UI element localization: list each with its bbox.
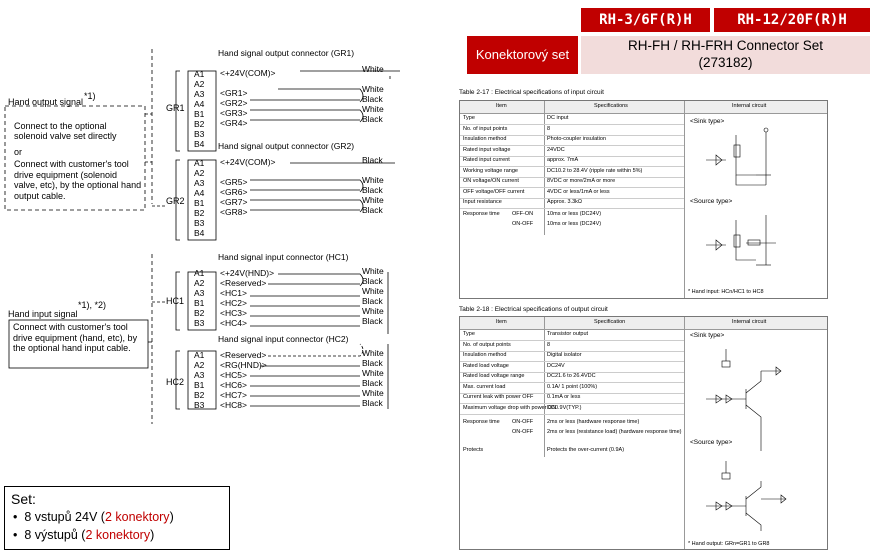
connect-optional-text: Connect to the optional solenoid valve set directly [14,121,117,141]
pin-label: A1 [194,268,205,278]
hc2-label: HC2 [166,377,185,387]
set-title: Set: [11,491,36,507]
row-label: Rated input current [463,157,510,163]
signal-label: <GR7> [220,197,248,207]
row-value: 8 [547,125,551,132]
wire-colors-gr1 [362,64,384,124]
row-value: 0.1A/ 1 point (100%) [547,383,598,390]
sink-type-label: <Sink type> [690,332,725,339]
source-type-label: <Source type> [690,439,733,446]
row-label: Type [463,331,475,337]
row-sublabel: ON-OFF [512,429,534,435]
row-label: Rated input voltage [463,146,511,153]
pin-label: A4 [194,188,205,198]
row-value: Transistor output [547,331,589,337]
col-header: Internal circuit [732,319,767,325]
row-label: No. of output points [463,341,511,348]
source-type-label: <Source type> [690,198,733,205]
row-label: Current leak with power OFF [463,394,534,400]
row-sublabel: ON-OFF [512,419,534,425]
row-label: Response time [463,419,500,425]
output-table-caption: Table 2-18 : Electrical specifications of output circuit [459,306,608,313]
row-label: Type [463,115,475,121]
wire-color: White [362,195,384,205]
gr1-pins [194,69,204,149]
signal-label: <GR5> [220,177,248,187]
row-value: 0.1mA or less [547,394,581,400]
row-value: Approx. 3.3kΩ [547,199,582,205]
wire-color: White [362,306,384,316]
gr2-pins [194,158,204,238]
row-label: Insulation method [463,352,507,358]
row-label: ON voltage/ON current [463,178,519,184]
pin-label: A2 [194,168,205,178]
pin-label: B3 [194,218,205,228]
signal-label: <Reserved> [220,278,267,288]
pin-label: B3 [194,318,205,328]
wire-colors-gr2 [362,155,384,215]
row-value: 2ms or less (resistance load) (hardware response time) [547,429,682,435]
signal-label: <+24V(COM)> [220,157,276,167]
hand-input-note: *1), *2) [78,300,107,310]
input-table-caption: Table 2-17 : Electrical specifications of input circuit [459,89,604,96]
output-spec-table [459,316,828,550]
wire-color: Black [362,316,383,326]
set-item-inputs: • 8 vstupů 24V (2 konektory) [13,510,174,524]
input-spec-table [459,100,828,299]
gr2-signals [220,157,276,217]
pin-label: B1 [194,109,205,119]
col-header: Specifications [594,103,628,109]
connector-set-value-line1: RH-FH / RH-FRH Connector Set [627,38,824,53]
row-label: Max. current load [463,383,506,390]
hc2-pins [194,350,204,410]
pin-label: A1 [194,69,205,79]
hc1-title: Hand signal input connector (HC1) [218,252,349,262]
wire-color: White [362,348,384,358]
signal-label: <GR3> [220,108,248,118]
pin-label: B1 [194,198,205,208]
pin-label: A3 [194,288,205,298]
gr2-title: Hand signal output connector (GR2) [218,141,355,151]
row-value: DC21.6 to 26.4VDC [547,373,596,379]
row-value: 24VDC [547,146,565,153]
hc2-title: Hand signal input connector (HC2) [218,334,349,344]
signal-label: <HC5> [220,370,247,380]
signal-label: <GR2> [220,98,248,108]
row-value: 8VDC or more/2mA or more [547,178,616,184]
signal-label: <HC2> [220,298,247,308]
set-item-highlight: 2 konektory [104,510,170,524]
hc1-label: HC1 [166,296,185,306]
pin-label: A1 [194,158,205,168]
row-value: 10ms or less (DC24V) [547,211,602,217]
signal-label: <+24V(COM)> [220,68,276,78]
row-value: Digital isolator [547,352,582,358]
wire-color: White [362,266,384,276]
row-value: Protects the over-current (0.9A) [547,447,625,453]
wire-color: Black [362,185,383,195]
set-item-text: 8 výstupů ( [24,528,86,542]
signal-label: <HC7> [220,390,247,400]
set-item-text: ) [150,528,155,542]
header-col1: RH-3/6F(R)H [581,8,710,32]
input-circuit-diagram [686,125,826,285]
pin-label: B4 [194,139,205,149]
wire-color: White [362,175,384,185]
row-sublabel: OFF-ON [512,211,534,217]
row-value: Photo-coupler insulation [547,136,607,142]
wire-color: Black [362,276,383,286]
set-item-highlight: 2 konektory [85,528,151,542]
col-header: Item [496,319,507,325]
row-label: Input resistance [463,199,502,205]
pin-label: A2 [194,278,205,288]
pin-label: A3 [194,370,205,380]
wire-colors-hc2 [362,348,384,408]
pin-label: A4 [194,99,205,109]
gr1-signals [220,68,276,128]
pin-label: A3 [194,178,205,188]
row-value: 4VDC or less/1mA or less [547,188,610,195]
hand-input-signal-label: Hand input signal [8,309,78,319]
pin-label: B1 [194,380,205,390]
signal-label: <HC4> [220,318,247,328]
signal-label: <HC3> [220,308,247,318]
row-value: approx. 7mA [547,157,579,163]
row-label: Insulation method [463,136,507,142]
signal-label: <HC6> [220,380,247,390]
row-value: 8 [547,341,551,348]
signal-label: <HC1> [220,288,247,298]
pin-label: B3 [194,129,205,139]
pin-label: B1 [194,298,205,308]
pin-label: B2 [194,390,205,400]
col-header: Internal circuit [732,103,767,109]
row-label: Rated load voltage [463,362,509,369]
output-circuit-diagram [686,341,826,536]
gr2-label: GR2 [166,196,185,206]
signal-label: <GR8> [220,207,248,217]
set-item-text: 8 vstupů 24V ( [24,510,105,524]
wire-color: Black [362,94,383,104]
col-header: Specification [594,319,626,325]
row-label: Response time [463,211,500,217]
row-value: DC0.9V(TYP.) [547,404,582,411]
wire-color: White [362,368,384,378]
pin-label: B2 [194,308,205,318]
row-label: Rated load voltage range [463,373,525,379]
or-text: or [14,147,23,157]
connector-set-value-line2: (273182) [698,55,753,70]
wire-color: White [362,388,384,398]
hc2-signals [220,350,267,410]
signal-label: <Reserved> [220,350,267,360]
set-item-outputs: • 8 výstupů (2 konektory) [13,528,155,542]
connector-set-label-text: Konektorový set [475,47,570,62]
wire-color: Black [362,378,383,388]
pin-label: B2 [194,208,205,218]
wire-color: Black [362,358,383,368]
set-item-text: ) [169,510,174,524]
wire-color: White [362,104,384,114]
wire-color: White [362,64,384,74]
signal-label: <+24V(HND)> [220,268,275,278]
row-sublabel: ON-OFF [512,221,534,227]
hc1-pins [194,268,204,328]
hand-output-note: *1) [84,91,96,101]
row-value: DC10.2 to 28.4V (ripple rate within 5%) [547,167,643,174]
signal-label: <RG(HND)> [220,360,267,370]
signal-label: <GR1> [220,88,248,98]
header-col2: RH-12/20F(R)H [714,8,870,32]
input-footnote: * Hand input: HCn/HC1 to HC8 [688,289,764,295]
pin-label: A2 [194,79,205,89]
wire-color: Black [362,296,383,306]
signal-label: <GR4> [220,118,248,128]
hand-output-signal-label: Hand output signal [8,97,84,107]
signal-label: <GR6> [220,187,248,197]
row-value: DC input [547,115,569,121]
pin-label: B4 [194,228,205,238]
pin-label: A1 [194,350,205,360]
row-value: DC24V [547,362,565,369]
wire-colors-hc1 [362,266,384,326]
pin-label: B2 [194,119,205,129]
sink-type-label: <Sink type> [690,118,725,125]
row-label: Working voltage range [463,167,518,174]
output-footnote: * Hand output: GRn=GR1 to GR8 [688,541,770,547]
connect-customer-text: Connect with customer's tool drive equipment (solenoid valve, etc), by the optional hand output cable. [14,159,142,201]
pin-label: B3 [194,400,205,410]
wire-color: Black [362,398,383,408]
row-label: Protects [463,447,484,453]
col-header: Item [496,103,507,109]
row-divider [460,414,684,415]
row-value: 2ms or less (hardware response time) [547,419,640,425]
row-value: 10ms or less (DC24V) [547,221,602,227]
row-label: OFF voltage/OFF current [463,188,525,195]
wire-color: White [362,286,384,296]
gr1-title: Hand signal output connector (GR1) [218,48,355,58]
wire-color: Black [362,205,383,215]
wire-color: Black [362,114,383,124]
row-divider [460,208,684,209]
pin-label: A2 [194,360,205,370]
set-summary-box [4,486,230,550]
wire-color: White [362,84,384,94]
pin-label: A3 [194,89,205,99]
row-label: No. of input points [463,125,508,132]
gr1-label: GR1 [166,103,185,113]
wire-color: Black [362,155,383,165]
row-label: Maximum voltage drop with power ON [463,404,557,411]
connect-input-text: Connect with customer's tool drive equipment (hand, etc), by the optional hand input cable. [13,322,138,353]
hc1-signals [220,268,274,328]
signal-label: <HC8> [220,400,247,410]
